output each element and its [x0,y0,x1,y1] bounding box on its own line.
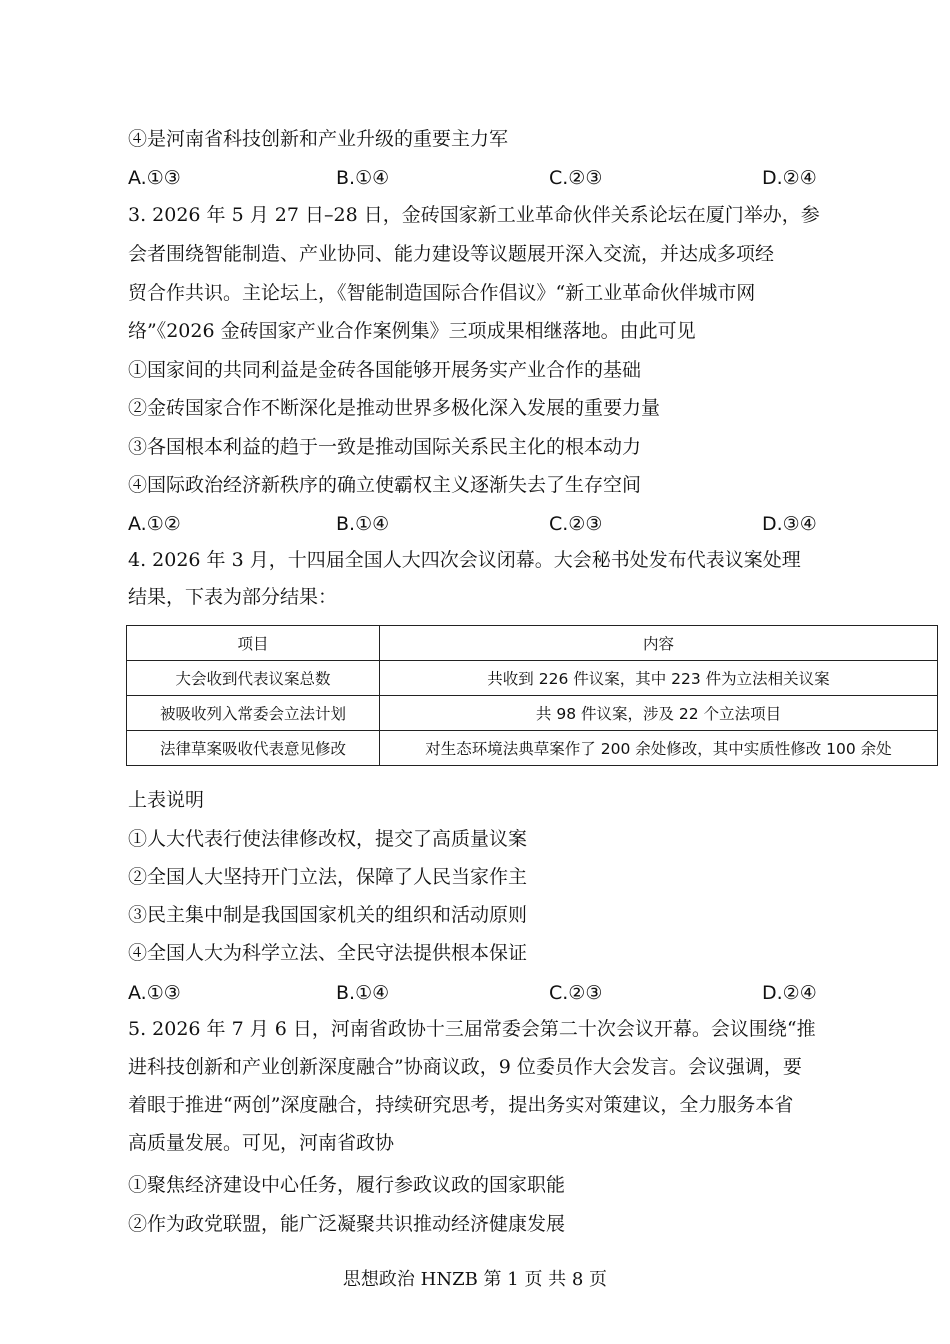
q4-stem-line-1: 4. 2026 年 3 月，十四届全国人大四次会议闭幕。大会秘书处发布代表议案处理 [128,549,801,571]
q5-stem-line-4: 高质量发展。可见，河南省政协 [128,1132,395,1154]
table-cell: 被吸收列入常委会立法计划 [127,696,380,731]
q4-item-3: ③民主集中制是我国国家机关的组织和活动原则 [128,904,528,926]
q5-stem-line-3: 着眼于推进“两创”深度融合，持续研究思考，提出务实对策建议，全力服务本省 [128,1094,794,1116]
q3-item-3: ③各国根本利益的趋于一致是推动国际关系民主化的根本动力 [128,436,642,458]
option-c[interactable]: C.②③ [549,513,603,535]
q5-stem-line-2: 进科技创新和产业创新深度融合”协商议政，9 位委员作大会发言。会议强调，要 [128,1056,802,1078]
table-cell: 法律草案吸收代表意见修改 [127,731,380,766]
table-row [127,731,938,766]
table-cell: 共收到 226 件议案，其中 223 件为立法相关议案 [380,661,938,696]
option-c[interactable]: C.②③ [549,982,603,1004]
q4-stem-line-2: 结果，下表为部分结果： [128,586,338,608]
table-header-content: 内容 [380,626,938,661]
q5-item-1: ①聚焦经济建设中心任务，履行参政议政的国家职能 [128,1174,566,1196]
option-b[interactable]: B.①④ [336,513,390,535]
option-a[interactable]: A.①③ [128,982,181,1004]
q3-item-4: ④国际政治经济新秩序的确立使霸权主义逐渐失去了生存空间 [128,474,642,496]
option-d[interactable]: D.③④ [762,513,817,535]
q4-lead: 上表说明 [128,789,205,811]
table-header-row [127,626,938,661]
table-row [127,696,938,731]
q5-stem-line-1: 5. 2026 年 7 月 6 日，河南省政协十三届常委会第二十次会议开幕。会议围绕“推 [128,1018,816,1040]
q4-item-2: ②全国人大坚持开门立法，保障了人民当家作主 [128,866,528,888]
option-b[interactable]: B.①④ [336,167,390,189]
option-a[interactable]: A.①② [128,513,181,535]
q3-options [128,512,848,536]
proposal-results-table [126,625,938,766]
q4-options [128,981,848,1005]
q3-stem-line-3: 贸合作共识。主论坛上，《智能制造国际合作倡议》“新工业革命伙伴城市网 [128,282,756,304]
page-footer: 思想政治 HNZB 第 1 页 共 8 页 [342,1269,608,1290]
table-cell: 大会收到代表议案总数 [127,661,380,696]
option-d[interactable]: D.②④ [762,167,817,189]
table-cell: 对生态环境法典草案作了 200 余处修改，其中实质性修改 100 余处 [380,731,938,766]
table-header-item: 项目 [127,626,380,661]
q5-item-2: ②作为政党联盟，能广泛凝聚共识推动经济健康发展 [128,1213,566,1235]
q3-stem-line-2: 会者围绕智能制造、产业协同、能力建设等议题展开深入交流，并达成多项经 [128,243,775,265]
q3-stem-line-4: 络”《2026 金砖国家产业合作案例集》三项成果相继落地。由此可见 [128,320,696,342]
top-options [128,166,848,190]
option-b[interactable]: B.①④ [336,982,390,1004]
option-c[interactable]: C.②③ [549,167,603,189]
q4-item-4: ④全国人大为科学立法、全民守法提供根本保证 [128,942,528,964]
q3-item-1: ①国家间的共同利益是金砖各国能够开展务实产业合作的基础 [128,359,642,381]
table-row [127,661,938,696]
option-d[interactable]: D.②④ [762,982,817,1004]
top-item-4: ④是河南省科技创新和产业升级的重要主力军 [128,128,509,150]
table-cell: 共 98 件议案，涉及 22 个立法项目 [380,696,938,731]
q3-stem-line-1: 3. 2026 年 5 月 27 日–28 日，金砖国家新工业革命伙伴关系论坛在厦门举办，参 [128,204,820,226]
option-a[interactable]: A.①③ [128,167,181,189]
q4-item-1: ①人大代表行使法律修改权，提交了高质量议案 [128,828,528,850]
q3-item-2: ②金砖国家合作不断深化是推动世界多极化深入发展的重要力量 [128,397,661,419]
